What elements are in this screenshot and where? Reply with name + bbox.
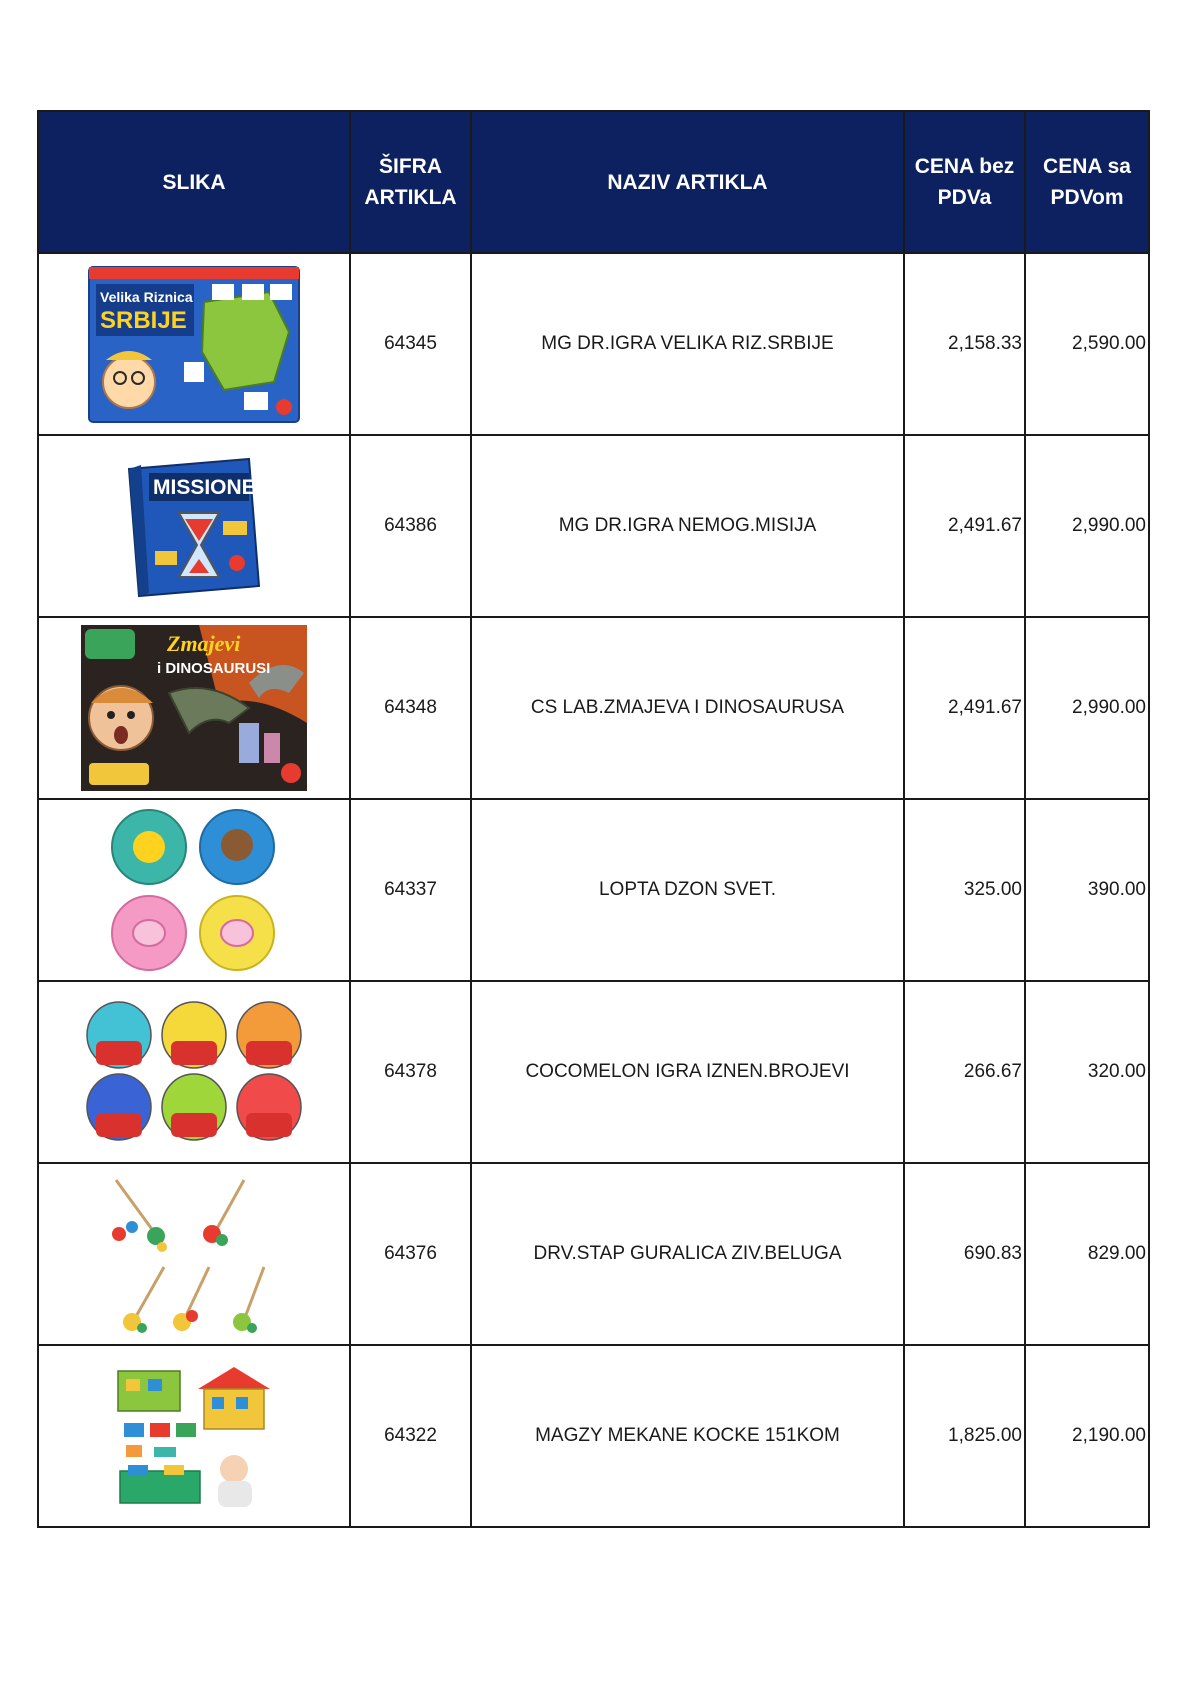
product-image-cell (38, 253, 350, 435)
column-header-name (471, 111, 904, 253)
column-header-image-label: SLIKA (162, 170, 226, 194)
table-header-row (38, 111, 1149, 253)
table-row (38, 253, 1149, 435)
product-name: MAGZY MEKANE KOCKE 151KOM (471, 1345, 904, 1527)
price-with-vat: 2,590.00 (1025, 253, 1149, 435)
column-header-code-line1: ŠIFRA (379, 155, 442, 178)
product-code: 64386 (350, 435, 471, 617)
price-with-vat: 829.00 (1025, 1163, 1149, 1345)
product-name: MG DR.IGRA NEMOG.MISIJA (471, 435, 904, 617)
table-row (38, 617, 1149, 799)
product-image-cell (38, 435, 350, 617)
column-header-price-gross (1025, 111, 1149, 253)
product-name: COCOMELON IGRA IZNEN.BROJEVI (471, 981, 904, 1163)
product-name: CS LAB.ZMAJEVA I DINOSAURUSA (471, 617, 904, 799)
column-header-code (350, 111, 471, 253)
product-code: 64322 (350, 1345, 471, 1527)
push-toys-icon (104, 1172, 284, 1337)
science-kit-box-icon (79, 623, 309, 793)
column-header-price-gross-line2: PDVom (1050, 186, 1124, 209)
price-without-vat: 1,825.00 (904, 1345, 1025, 1527)
price-with-vat: 390.00 (1025, 799, 1149, 981)
price-list (37, 110, 1148, 1528)
product-name: MG DR.IGRA VELIKA RIZ.SRBIJE (471, 253, 904, 435)
column-header-image (38, 111, 350, 253)
product-code: 64378 (350, 981, 471, 1163)
product-code: 64376 (350, 1163, 471, 1345)
product-image-cell (38, 617, 350, 799)
column-header-price-net-line1: CENA bez (914, 155, 1015, 178)
products-table (37, 110, 1150, 1528)
price-with-vat: 2,990.00 (1025, 617, 1149, 799)
table-row (38, 435, 1149, 617)
product-name: DRV.STAP GURALICA ZIV.BELUGA (471, 1163, 904, 1345)
price-without-vat: 2,491.67 (904, 435, 1025, 617)
product-image-cell (38, 981, 350, 1163)
column-header-name-label: NAZIV ARTIKLA (607, 170, 768, 194)
price-without-vat: 325.00 (904, 799, 1025, 981)
balls-icon (107, 805, 282, 975)
table-row (38, 981, 1149, 1163)
price-without-vat: 266.67 (904, 981, 1025, 1163)
product-image-cell (38, 799, 350, 981)
product-code: 64345 (350, 253, 471, 435)
price-without-vat: 2,491.67 (904, 617, 1025, 799)
product-image-cell (38, 1345, 350, 1527)
product-code: 64348 (350, 617, 471, 799)
soft-blocks-icon (114, 1361, 274, 1511)
product-image-cell (38, 1163, 350, 1345)
product-code: 64337 (350, 799, 471, 981)
price-with-vat: 2,190.00 (1025, 1345, 1149, 1527)
price-without-vat: 690.83 (904, 1163, 1025, 1345)
table-row (38, 1163, 1149, 1345)
box-title-line2: i DINOSAURUSI (157, 660, 271, 677)
price-without-vat: 2,158.33 (904, 253, 1025, 435)
game-box-hourglass-icon (119, 451, 269, 601)
table-row (38, 1345, 1149, 1527)
box-title-line2: SRBIJE (100, 306, 187, 334)
price-with-vat: 320.00 (1025, 981, 1149, 1163)
column-header-price-net (904, 111, 1025, 253)
box-title-line1: Velika Riznica (100, 288, 193, 305)
product-name: LOPTA DZON SVET. (471, 799, 904, 981)
column-header-code-line2: ARTIKLA (364, 186, 457, 209)
box-title: MISSIONE (153, 476, 256, 499)
column-header-price-gross-line1: CENA sa (1043, 155, 1131, 178)
board-game-box-icon (84, 262, 304, 427)
column-header-price-net-line2: PDVa (937, 186, 992, 209)
table-row (38, 799, 1149, 981)
price-with-vat: 2,990.00 (1025, 435, 1149, 617)
surprise-eggs-icon (84, 997, 304, 1147)
box-title-line1: Zmajevi (167, 631, 241, 656)
